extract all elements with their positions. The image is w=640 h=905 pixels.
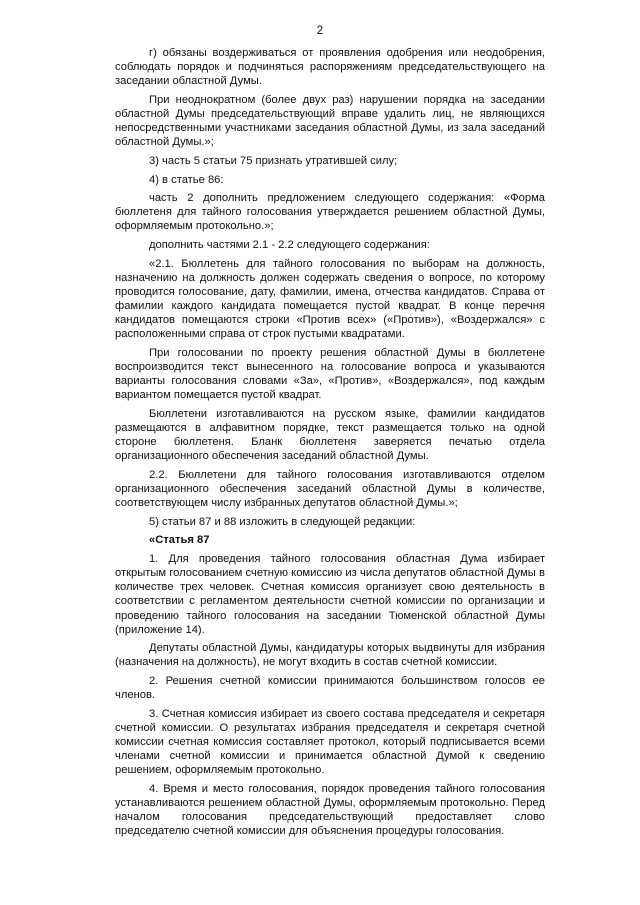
paragraph-9: Бюллетени изготавливаются на русском языке, фамилии кандидатов размещаются в алфавитном порядке, текст размещается только на одной стороне бюллетеня. Бланк бюллетеня заверяется печатью отдела организационного обеспечения заседаний областной Думы. — [115, 407, 545, 463]
document-body — [115, 46, 545, 843]
page-number: 2 — [316, 25, 324, 37]
paragraph-11: 5) статьи 87 и 88 изложить в следующей редакции: — [149, 515, 416, 528]
paragraph-15: 2. Решения счетной комиссии принимаются большинством голосов ее членов. — [115, 675, 545, 702]
paragraph-2: При неоднократном (более двух раз) нарушении порядка на заседании областной Думы председательствующий вправе удалить лиц, не являющихся непосредственными участниками заседания областной Думы, из зала заседаний областной Думы.»; — [115, 93, 545, 149]
paragraph-1: г) обязаны воздерживаться от проявления одобрения или неодобрения, соблюдать порядок и подчиняться распоряжениям председательствующего на заседании областной Думы. — [115, 47, 545, 88]
paragraph-8: При голосовании по проекту решения областной Думы в бюллетене воспроизводится текст вынесенного на голосование вопроса и указываются варианты голосования словами «За», «Против», «Воздержался», под каждым вариантом помещается пустой квадрат. — [115, 346, 545, 402]
paragraph-5: часть 2 дополнить предложением следующего содержания: «Форма бюллетеня для тайного голосования утверждается решением областной Думы, оформляемым протокольно.»; — [115, 192, 545, 233]
article-heading: «Статья 87 — [149, 534, 210, 547]
paragraph-17: 4. Время и место голосования, порядок проведения тайного голосования устанавливаются решением областной Думы, оформляемым протокольно. Перед началом голосования председательствующий предоставляет слово председателю счетной комиссии для объяснения процедуры голосования. — [115, 782, 545, 838]
paragraph-14: Депутаты областной Думы, кандидатуры которых выдвинуты для избрания (назначения на должность), не могут входить в состав счетной комиссии. — [115, 642, 545, 669]
paragraph-3: 3) часть 5 статьи 75 признать утратившей силу; — [149, 154, 398, 167]
paragraph-13: 1. Для проведения тайного голосования областная Дума избирает открытым голосованием счетную комиссию из числа депутатов областной Думы в количестве трех человек. Счетная комиссия организует свою деятельность в соответствии с регламентом деятельности счетной комиссии по организации и проведению тайного голосования на заседании Тюменской областной Думы (приложение 14). — [115, 553, 545, 636]
paragraph-16: 3. Счетная комиссия избирает из своего состава председателя и секретаря счетной комиссии. О результатах избрания председателя и секретаря счетной комиссии счетная комиссия составляет протокол, который подписывается всеми членами счетной комиссии и принимается областной Думой к сведению решением, оформляемым протокольно. — [115, 707, 545, 777]
paragraph-10: 2.2. Бюллетени для тайного голосования изготавливаются отделом организационного обеспечения заседаний областной Думы в количестве, соответствующем числу избранных депутатов областной Думы.»; — [115, 468, 545, 510]
paragraph-7: «2.1. Бюллетень для тайного голосования по выборам на должность, назначению на должность должен содержать сведения о вопросе, по которому проводится голосование, дату, фамилии, имена, отчества кандидатов. Справа от фамилии каждого кандидата помещается пустой квадрат. В конце перечня кандидатов помещаются строки «Против всех» («Против»), «Воздержался» с расположенными справа от строк пустыми квадратами. — [115, 257, 545, 341]
paragraph-6: дополнить частями 2.1 - 2.2 следующего содержания: — [149, 239, 430, 252]
paragraph-4: 4) в статье 86: — [149, 173, 224, 186]
